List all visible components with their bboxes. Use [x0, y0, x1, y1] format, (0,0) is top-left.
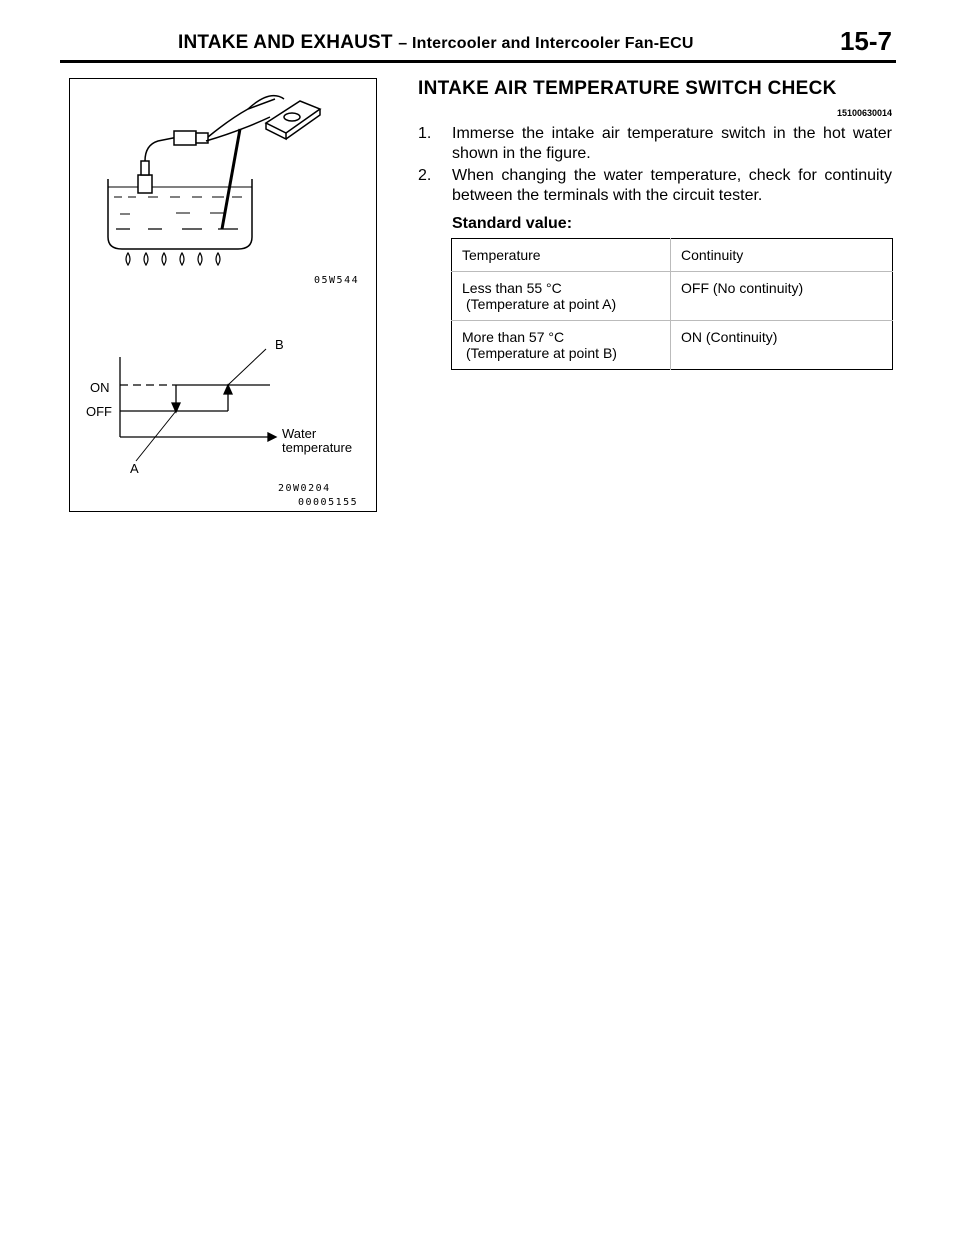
graph-label-on: ON [90, 380, 110, 395]
graph-axis-label [282, 427, 352, 455]
table-cell-continuity: ON (Continuity) [671, 321, 893, 370]
table-row [452, 272, 893, 321]
water-tank-illustration [108, 96, 320, 249]
graph-axis-label-line2: temperature [282, 440, 353, 455]
figure-code-bottom-2: 00005155 [298, 497, 359, 508]
table-cell-continuity: OFF (No continuity) [671, 272, 893, 321]
step-2-number: 2. [418, 167, 432, 184]
temperature-value: Less than 55 °C [462, 280, 562, 296]
step-2-text: When changing the water temperature, check for continuity between the terminals with the circuit tester. [452, 167, 892, 204]
table-cell-temperature [452, 321, 671, 370]
graph-label-b: B [275, 337, 284, 352]
step-1-number: 1. [418, 125, 432, 142]
step-1-text: Immerse the intake air temperature switch in the hot water shown in the figure. [452, 125, 892, 162]
graph-label-off: OFF [86, 404, 112, 419]
section-code: 15100630014 [836, 108, 892, 118]
table-header-continuity: Continuity [681, 247, 744, 263]
figure-code-top: 05W544 [314, 275, 360, 286]
table-header-row [452, 239, 893, 272]
temperature-note: (Temperature at point A) [466, 296, 617, 312]
page-number: 15-7 [839, 26, 892, 56]
burner-flames-illustration [126, 253, 220, 265]
graph-axis-label-line1: Water [282, 426, 317, 441]
table-header-temperature: Temperature [452, 239, 671, 272]
figure-panel [69, 78, 377, 512]
graph-label-a: A [130, 461, 139, 476]
hysteresis-graph [120, 349, 276, 461]
temperature-note: (Temperature at point B) [466, 345, 617, 361]
standard-value-label: Standard value: [452, 215, 573, 232]
page-header [60, 24, 896, 63]
header-title [178, 32, 694, 54]
table-cell-temperature [452, 272, 671, 321]
standard-value-table [451, 238, 893, 370]
header-title-main: INTAKE AND EXHAUST [178, 32, 393, 53]
table-row [452, 321, 893, 370]
temperature-value: More than 57 °C [462, 329, 565, 345]
figure-code-bottom-1: 20W0204 [278, 483, 331, 494]
section-title: INTAKE AIR TEMPERATURE SWITCH CHECK [418, 78, 837, 99]
header-title-sub: – Intercooler and Intercooler Fan-ECU [398, 35, 694, 52]
